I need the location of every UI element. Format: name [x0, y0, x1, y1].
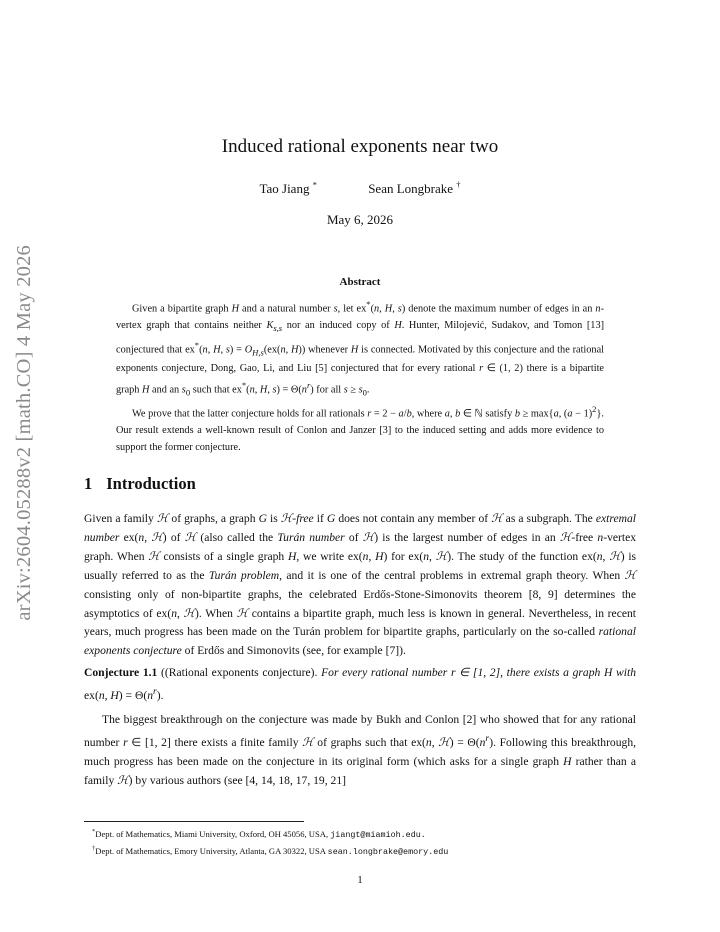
abstract-paragraph-1: Given a bipartite graph H and a natural number s, let ex*(n, H, s) denote the maximum number of edges in an n-vertex graph that contains neither $K_{s,s}$ nor an induced copy of H. Hunter, Milojević, Sudakov, and Tomon [13] conjectured that ex*(n, H, $s) = O_{H,s}(ex(n$, H)) whenever H is connected. Motivated by this conjecture and the rational exponents conjecture, Dong, Gao, Li, and Liu [5] conjectured that for every rational r ∈ (1, 2) there is a bipartite graph H and an $s_0$ such that ex*(n, H, $s) = \Theta(n^r)$ for all $s \ge s_0$.: [116, 299, 605, 398]
conjecture-1-1: Conjecture 1.1 ((Rational exponents conjecture). For every rational number r ∈ [1, 2], there exists a graph H with ex(n, $H) = \Theta(n^r)$.: [84, 666, 636, 702]
paper-title: Induced rational exponents near two: [221, 136, 499, 157]
footnote-affiliation-jiang: *Dept. of Mathematics, Miami University, Oxford, OH 45056, USA, jiangt@miamioh.edu.: [92, 828, 426, 840]
paper-date: May 6, 2026: [326, 212, 394, 227]
page-number: 1: [357, 874, 363, 886]
arxiv-identifier-stamp: arXiv:2604.05288v2 [math.CO] 4 May 2026: [13, 245, 35, 621]
author-tao-jiang: Tao Jiang *: [259, 180, 317, 197]
abstract-heading: Abstract: [339, 276, 381, 288]
footnotes: [92, 825, 448, 859]
email-jiang[interactable]: jiangt@miamioh.edu.: [330, 829, 426, 840]
abstract-paragraph-2: We prove that the latter conjecture holds for all rationals r = 2 − a/b, where a, b ∈ ℕ satisfy b ≥ max{a, $(a - 1)^2$}. Our result extends a well-known result of Conlon and Janzer [3] to the induced setting and adds more evidence to support the former conjecture.: [116, 404, 604, 453]
author-sean-longbrake: Sean Longbrake †: [368, 180, 461, 197]
footnote-rule: [84, 821, 304, 822]
abstract-body: [116, 296, 604, 457]
section-heading-introduction: 1 Introduction: [84, 474, 196, 493]
author-list: [0, 180, 720, 197]
email-longbrake[interactable]: sean.longbrake@emory.edu: [327, 846, 449, 857]
footnote-affiliation-longbrake: †Dept. of Mathematics, Emory University, Atlanta, GA 30322, USA sean.longbrake@emory.edu: [92, 844, 449, 857]
body-paragraph-2: The biggest breakthrough on the conjecture was made by Bukh and Conlon [2] who showed that for any rational number r ∈ [1, 2] there exists a finite family ℋ of graphs such that ex(n, ℋ) = $\Theta(n^r)$. Following this breakthrough, much progress has been made on the conjecture in its original form (which asks for a single graph H rather than a family ℋ) by various authors (see [4, 14, 18, 17, 19, 21]: [84, 713, 637, 787]
introduction-paragraph: Given a family ℋ of graphs, a graph G is ℋ-free if G does not contain any member of ℋ as a subgraph. The extremal number ex(n, ℋ) of ℋ (also called the Turán number of ℋ) is the largest number of edges in an ℋ-free n-vertex graph. When ℋ consists of a single graph H, we write ex(n, H) for ex(n, ℋ). The study of the function ex(n, ℋ) is usually referred to as the Turán problem, and it is one of the central problems in extremal graph theory. When ℋ consisting only of non-bipartite graphs, the celebrated Erdős-Stone-Simonovits theorem [8, 9] determines the asymptotics of ex(n, ℋ). When ℋ contains a bipartite graph, much less is known in general. Nevertheless, in recent years, much progress has been made on the Turán problem for bipartite graphs, particularly on the so-called rational exponents conjecture of Erdős and Simonovits (see, for example [7]).: [84, 512, 637, 658]
